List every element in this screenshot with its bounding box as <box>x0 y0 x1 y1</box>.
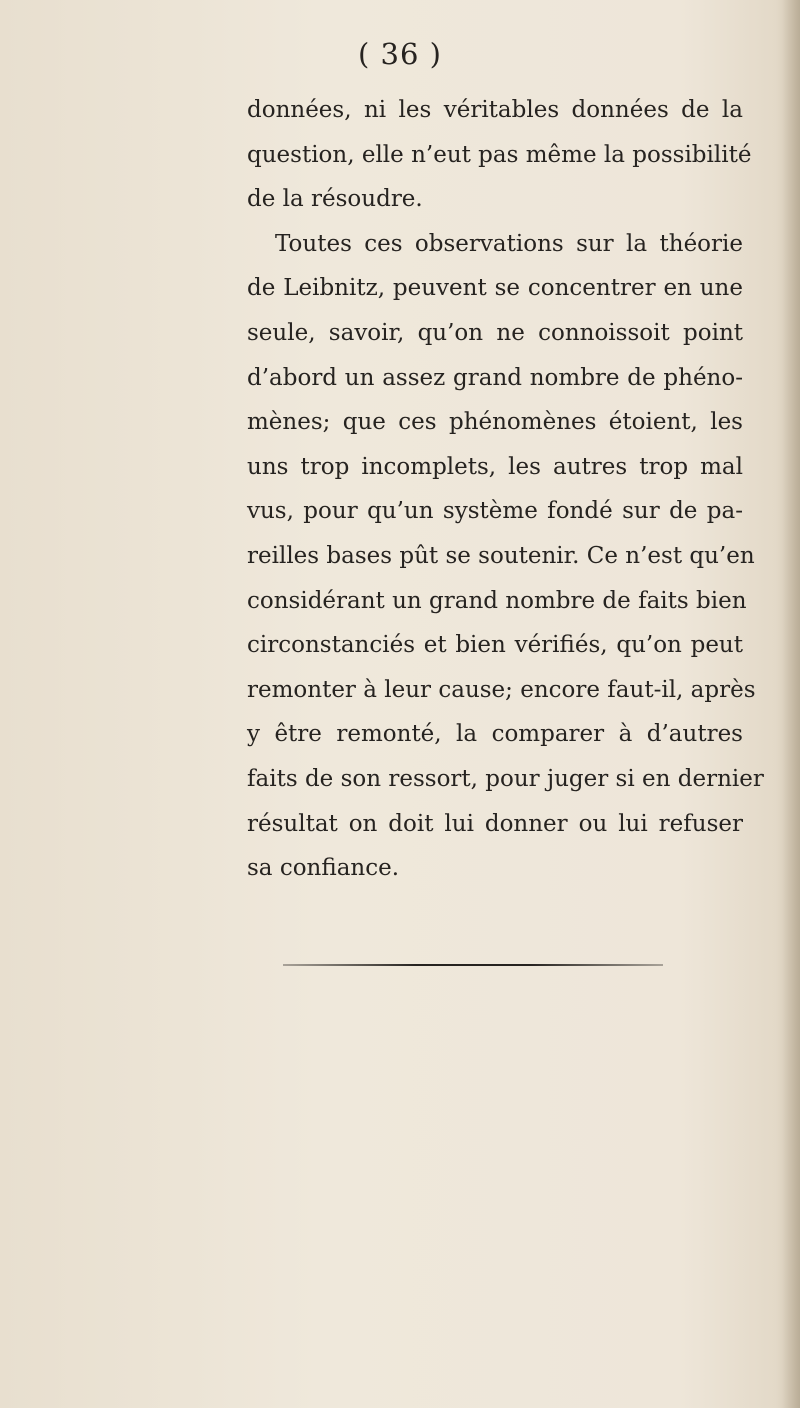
text-line: seule, savoir, qu’on ne connoissoit point <box>247 319 743 346</box>
text-line: circonstanciés et bien vérifiés, qu’on peut <box>247 632 743 659</box>
section-divider-rule <box>283 964 663 966</box>
text-line: remonter à leur cause; encore faut-il, après <box>247 676 756 703</box>
page-edge-shadow <box>782 0 800 1408</box>
text-line: reilles bases pût se soutenir. Ce n’est qu’en <box>247 542 755 569</box>
text-line: mènes; que ces phénomènes étoient, les <box>247 409 743 436</box>
body-text <box>247 88 764 891</box>
text-line: vus, pour qu’un système fondé sur de pa- <box>247 498 743 525</box>
text-line: de Leibnitz, peuvent se concentrer en une <box>247 275 743 302</box>
paragraph-start-line: Toutes ces observations sur la théorie <box>275 230 743 257</box>
text-line: de la résoudre. <box>247 186 423 213</box>
text-line: sa confiance. <box>247 855 400 882</box>
text-line: faits de son ressort, pour juger si en dernier <box>247 765 764 792</box>
text-line: données, ni les véritables données de la <box>247 97 743 123</box>
text-line: d’abord un assez grand nombre de phéno- <box>247 364 743 391</box>
text-line: résultat on doit lui donner ou lui refuser <box>247 810 743 837</box>
text-line: question, elle n’eut pas même la possibilité <box>247 141 752 168</box>
text-line: uns trop incomplets, les autres trop mal <box>247 453 743 480</box>
text-line: y être remonté, la comparer à d’autres <box>247 721 743 748</box>
page-number: ( 36 ) <box>358 37 442 71</box>
text-line: considérant un grand nombre de faits bien <box>247 587 747 614</box>
